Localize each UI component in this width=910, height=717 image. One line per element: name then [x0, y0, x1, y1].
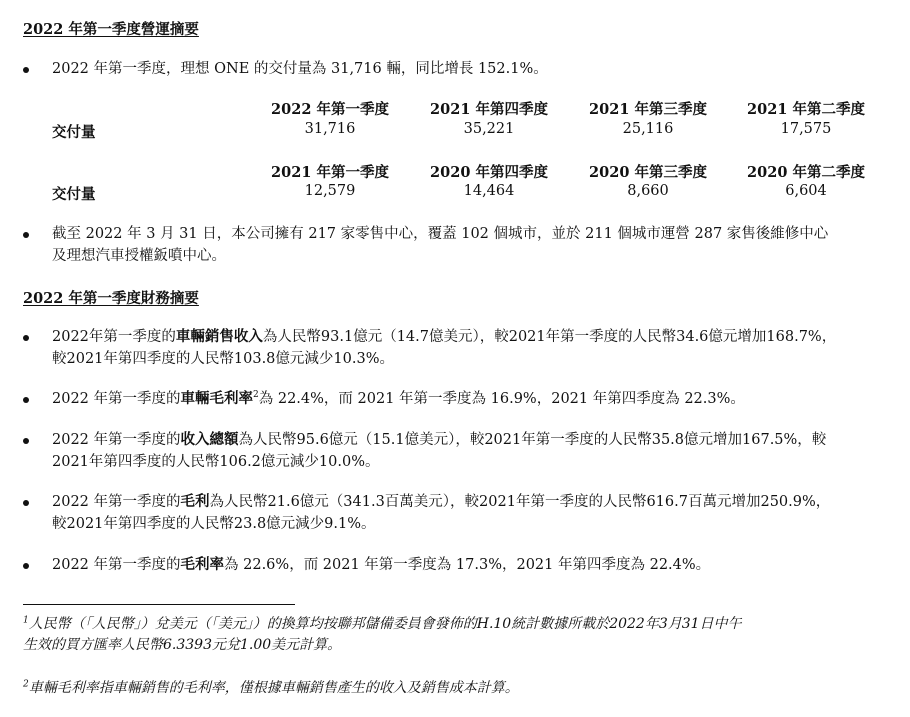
table-header: 2020 年第三季度	[589, 164, 707, 181]
metric-name: 毛利	[180, 493, 210, 510]
bullet-point	[23, 500, 29, 506]
footnote-marker: 2	[23, 679, 29, 690]
table-cell: 17,575	[780, 121, 832, 137]
table-header: 2022 年第一季度	[271, 101, 389, 118]
operations-heading: 2022 年第一季度營運摘要	[23, 21, 199, 38]
bullet-point	[23, 232, 29, 238]
metric-name: 車輛銷售收入	[175, 328, 263, 345]
summary-line: 2021年第四季度的人民幣106.2億元減少10.0%。	[52, 454, 380, 470]
text: 為人民幣93.1億元（14.7億美元），較2021年第一季度的人民幣34.6億元增加168.7%，	[262, 329, 837, 345]
table-cell: 31,716	[304, 121, 356, 137]
summary-line	[52, 429, 902, 451]
table-row-label: 交付量	[52, 124, 96, 141]
gross-profit-summary	[52, 491, 902, 535]
bullet-point	[23, 67, 29, 73]
text: 2022年第一季度的	[52, 329, 176, 345]
table-row-label: 交付量	[52, 186, 96, 203]
footnote-line	[23, 614, 903, 635]
footnote-1	[23, 614, 903, 656]
summary-line	[52, 326, 902, 348]
bullet-point	[23, 438, 29, 444]
retail-network-line: 截至 2022 年 3 月 31 日，本公司擁有 217 家零售中心，覆蓋 102 個城市，並於 211 個城市運營 287 家售後維修中心	[52, 226, 829, 242]
table-header: 2021 年第一季度	[271, 164, 389, 181]
table-cell: 35,221	[463, 121, 515, 137]
table-header: 2021 年第二季度	[747, 101, 865, 118]
retail-network-line: 及理想汽車授權鈑噴中心。	[52, 248, 226, 264]
bullet-point	[23, 335, 29, 341]
text: 為 22.6%，而 2021 年第一季度為 17.3%，2021 年第四季度為 22.4%。	[224, 557, 711, 573]
table-header: 2021 年第四季度	[430, 101, 548, 118]
retail-network-summary	[52, 223, 902, 267]
footnote-marker: 1	[23, 615, 29, 626]
text: 2022 年第一季度的	[52, 391, 181, 407]
text: 為人民幣21.6億元（341.3百萬美元），較2021年第一季度的人民幣616.7百萬元增加250.9%，	[209, 494, 831, 510]
financial-heading: 2022 年第一季度財務摘要	[23, 290, 199, 307]
table-cell: 25,116	[622, 121, 674, 137]
summary-line	[52, 554, 902, 576]
footnote-text: 車輛毛利率指車輛銷售的毛利率，僅根據車輛銷售產生的收入及銷售成本計算。	[28, 680, 519, 696]
gross-margin-summary	[52, 554, 902, 576]
table-cell: 6,604	[785, 183, 827, 199]
text: 2022 年第一季度的	[52, 494, 181, 510]
summary-line	[52, 388, 902, 410]
table-cell: 12,579	[304, 183, 356, 199]
text: 為人民幣95.6億元（15.1億美元），較2021年第一季度的人民幣35.8億元增加167.5%，較	[238, 432, 827, 448]
total-revenue-summary	[52, 429, 902, 473]
metric-name: 收入總額	[180, 431, 239, 448]
summary-line: 較2021年第四季度的人民幣23.8億元減少9.1%。	[52, 516, 376, 532]
bullet-point	[23, 563, 29, 569]
footnote-divider	[23, 604, 295, 605]
metric-name: 毛利率	[180, 556, 225, 573]
table-cell: 14,464	[463, 183, 515, 199]
deliveries-summary-text: 2022 年第一季度，理想 ONE 的交付量為 31,716 輛，同比增長 152.1%。	[52, 61, 548, 77]
vehicle-sales-summary	[52, 326, 902, 370]
table-header: 2020 年第二季度	[747, 164, 865, 181]
deliveries-summary	[52, 58, 902, 80]
table-cell: 8,660	[627, 183, 669, 199]
text: 2022 年第一季度的	[52, 557, 181, 573]
table-header: 2021 年第三季度	[589, 101, 707, 118]
footnote-2	[23, 678, 903, 699]
metric-name: 車輛毛利率	[180, 390, 254, 407]
bullet-point	[23, 397, 29, 403]
text: 為 22.4%，而 2021 年第一季度為 16.9%，2021 年第四季度為 22.3%。	[258, 391, 745, 407]
vehicle-margin-summary	[52, 388, 902, 410]
footnote-text: 人民幣（「人民幣」）兌美元（「美元」）的換算均按聯邦儲備委員會發佈的H.10統計數據所載於2022年3月31日中午	[28, 616, 742, 632]
text: 2022 年第一季度的	[52, 432, 181, 448]
footnote-ref: 2	[253, 390, 259, 401]
footnote-line: 生效的買方匯率人民幣6.3393元兌1.00美元計算。	[23, 637, 342, 653]
table-header: 2020 年第四季度	[430, 164, 548, 181]
summary-line	[52, 491, 902, 513]
footnote-line	[23, 678, 903, 699]
summary-line: 較2021年第四季度的人民幣103.8億元減少10.3%。	[52, 351, 394, 367]
